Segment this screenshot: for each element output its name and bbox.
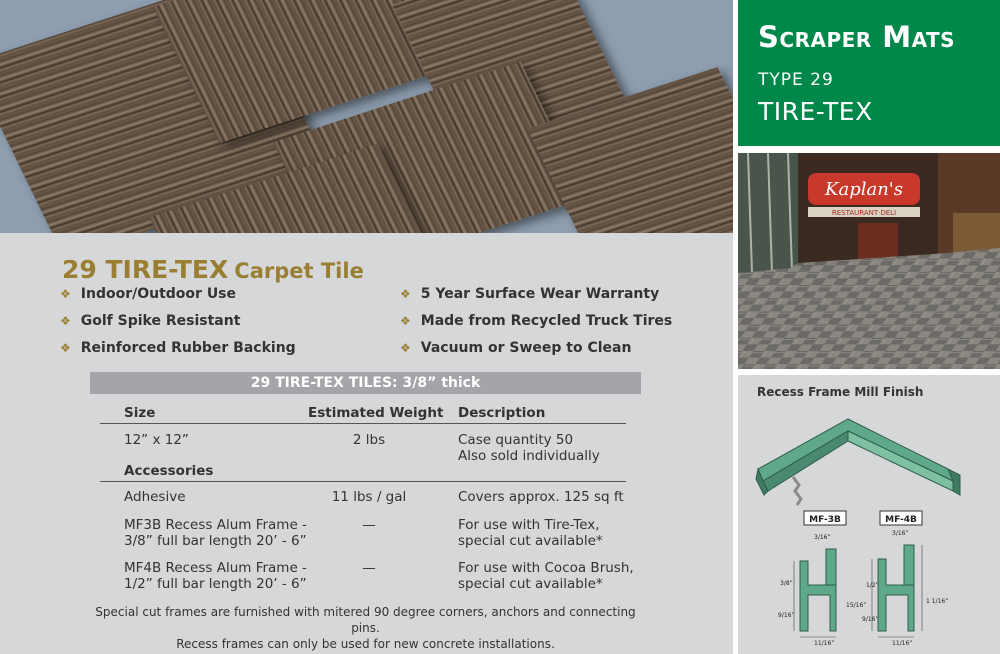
- type-label: TYPE 29: [758, 70, 834, 90]
- feature-item: ❖ Golf Spike Resistant: [60, 313, 241, 329]
- table-divider: [100, 481, 626, 482]
- dim-3b-38: 3/8”: [780, 580, 793, 587]
- installation-photo-drawing: [738, 153, 1000, 369]
- recess-frame-label: Recess Frame Mill Finish: [757, 385, 924, 399]
- footnote-line1: Special cut frames are furnished with mitered 90 degree corners, anchors and connecting pins.: [95, 605, 636, 635]
- dim-4b-1116: 11/16”: [892, 640, 913, 647]
- accessory-weight: 11 lbs / gal: [331, 489, 407, 505]
- category-header: [738, 0, 1000, 146]
- product-title: [62, 248, 364, 286]
- dim-4b-12: 1/2”: [866, 582, 879, 589]
- diamond-bullet-icon: ❖: [400, 287, 411, 301]
- accessory-desc: Covers approx. 125 sq ft: [458, 489, 624, 505]
- diamond-bullet-icon: ❖: [400, 341, 411, 355]
- recess-frame-diagram: [738, 399, 1000, 654]
- tile-desc-line1: Case quantity 50: [458, 432, 574, 448]
- diamond-bullet-icon: ❖: [60, 314, 71, 328]
- dim-4b-916: 9/16”: [862, 616, 879, 623]
- sign-main-text: Kaplan's: [825, 179, 903, 200]
- table-banner: 29 TIRE-TEX TILES: 3/8” thick: [90, 372, 641, 394]
- sign-sub-text: RESTAURANT·DELI: [831, 209, 897, 217]
- diamond-bullet-icon: ❖: [60, 287, 71, 301]
- feature-item: ❖ Reinforced Rubber Backing: [60, 340, 296, 356]
- recess-frame-panel: [738, 375, 1000, 654]
- dim-4b-1116-total: 1 1/16”: [926, 598, 949, 605]
- accessory-weight: —: [362, 560, 376, 576]
- accessory-name: MF4B Recess Alum Frame -: [124, 560, 307, 576]
- accessory-desc: For use with Cocoa Brush,: [458, 560, 634, 576]
- table-divider: [100, 423, 626, 424]
- feature-item: ❖ 5 Year Surface Wear Warranty: [400, 286, 660, 302]
- product-title-sub: Carpet Tile: [234, 259, 364, 283]
- dim-3b-1116: 11/16”: [814, 640, 835, 647]
- installation-photo: [738, 153, 1000, 369]
- tile-size: 12” x 12”: [124, 432, 189, 448]
- feature-list-right: [400, 286, 672, 367]
- mf3b-label: MF-3B: [809, 515, 841, 525]
- column-header-size: Size: [124, 405, 156, 421]
- accessory-desc-line2: special cut available*: [458, 533, 603, 549]
- product-title-main: 29 TIRE-TEX: [62, 255, 229, 284]
- product-name: TIRE-TEX: [758, 97, 873, 126]
- accessory-weight: —: [362, 517, 376, 533]
- accessory-name: Adhesive: [124, 489, 186, 505]
- dim-3b-916: 9/16”: [778, 612, 795, 619]
- dim-4b-top: 3/16”: [892, 530, 909, 537]
- accessory-desc: For use with Tire-Tex,: [458, 517, 600, 533]
- accessory-name-line2: 3/8” full bar length 20’ - 6”: [124, 533, 307, 549]
- diamond-bullet-icon: ❖: [60, 341, 71, 355]
- tile-weight: 2 lbs: [352, 432, 386, 448]
- tile-desc-line2: Also sold individually: [458, 448, 600, 464]
- footnote: [90, 604, 641, 652]
- accessories-heading: Accessories: [124, 463, 214, 479]
- dim-3b-top: 3/16”: [814, 534, 831, 541]
- feature-item: ❖ Indoor/Outdoor Use: [60, 286, 237, 302]
- category-title: Scraper Mats: [758, 20, 956, 54]
- dim-4b-1516: 15/16”: [846, 602, 867, 609]
- hero-tiles-photo: [0, 0, 733, 233]
- feature-list-left: [60, 286, 296, 367]
- column-header-description: Description: [458, 405, 546, 421]
- accessory-name-line2: 1/2” full bar length 20’ - 6”: [124, 576, 307, 592]
- mf4b-label: MF-4B: [885, 515, 917, 525]
- accessory-desc-line2: special cut available*: [458, 576, 603, 592]
- diamond-bullet-icon: ❖: [400, 314, 411, 328]
- column-header-weight: Estimated Weight: [308, 405, 444, 421]
- feature-item: ❖ Made from Recycled Truck Tires: [400, 313, 673, 329]
- footnote-line2: Recess frames can only be used for new concrete installations.: [176, 637, 555, 651]
- feature-item: ❖ Vacuum or Sweep to Clean: [400, 340, 632, 356]
- accessory-name: MF3B Recess Alum Frame -: [124, 517, 307, 533]
